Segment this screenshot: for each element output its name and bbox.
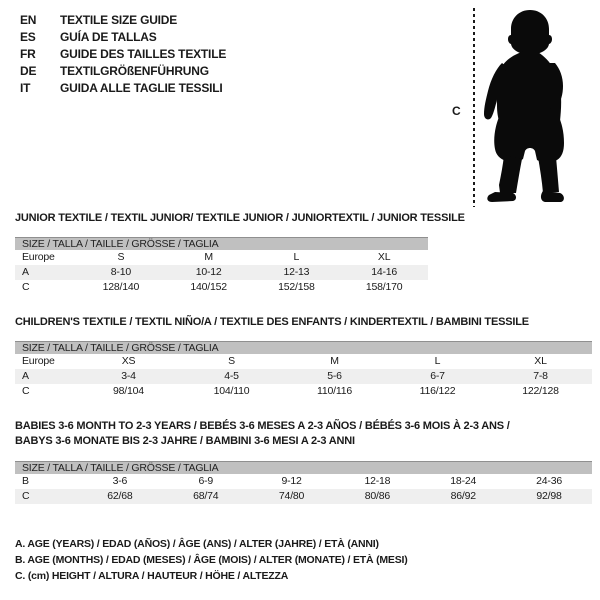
- size-header-bar: SIZE / TALLA / TAILLE / GRÖSSE / TAGLIA: [15, 341, 592, 354]
- size-cell: 3-4: [121, 370, 136, 382]
- lang-row-it: [20, 80, 226, 97]
- row-label: B: [22, 475, 29, 487]
- size-cell: 86/92: [450, 490, 476, 502]
- table-row-age: [15, 265, 428, 280]
- table-row-age: [15, 369, 592, 384]
- size-cell: 62/68: [107, 490, 133, 502]
- section-title-children: CHILDREN'S TEXTILE / TEXTIL NIÑO/A / TEXTILE DES ENFANTS / KINDERTEXTIL / BAMBINI TESSILE: [15, 316, 529, 328]
- baby-silhouette-icon: [483, 5, 595, 207]
- size-cell: 5-6: [327, 370, 342, 382]
- size-header-bar: SIZE / TALLA / TAILLE / GRÖSSE / TAGLIA: [15, 237, 428, 250]
- lang-code: ES: [20, 30, 36, 44]
- babies-size-table: [15, 461, 592, 504]
- size-cell: XL: [534, 355, 547, 367]
- size-cell: XL: [377, 251, 391, 263]
- section-title-babies-line2: BABYS 3-6 MONATE BIS 2-3 JAHRE / BAMBINI 3-6 MESI A 2-3 ANNI: [15, 435, 355, 447]
- size-cell: 122/128: [522, 385, 559, 397]
- table-row-height: [15, 280, 428, 295]
- lang-row-de: [20, 63, 226, 80]
- size-cell: 18-24: [450, 475, 477, 487]
- size-cell: 158/170: [365, 281, 403, 293]
- size-cell: L: [434, 355, 441, 367]
- footnote-b: B. AGE (MONTHS) / EDAD (MESES) / ÂGE (MOIS) / ALTER (MONATE) / ETÀ (MESI): [15, 554, 408, 566]
- size-cell: 24-36: [536, 475, 562, 487]
- table-row-age-months: [15, 474, 592, 489]
- size-cell: 128/140: [102, 281, 140, 293]
- lang-code: DE: [20, 64, 37, 78]
- size-cell: 104/110: [213, 385, 250, 397]
- row-label: A: [22, 266, 29, 278]
- row-label: C: [22, 490, 30, 502]
- footnotes: [15, 536, 408, 584]
- height-measure-dashed-line: [473, 8, 475, 207]
- table-row-europe: [15, 250, 428, 265]
- row-label: C: [22, 385, 30, 397]
- lang-row-en: [20, 12, 226, 29]
- size-cell: M: [330, 355, 339, 367]
- size-cell: M: [204, 251, 213, 263]
- lang-title: GUIDE DES TAILLES TEXTILE: [60, 47, 227, 61]
- size-cell: S: [117, 251, 125, 263]
- lang-title: GUIDA ALLE TAGLIE TESSILI: [60, 81, 223, 95]
- size-cell: 10-12: [195, 266, 222, 278]
- size-cell: 6-9: [198, 475, 214, 487]
- size-cell: 12-13: [283, 266, 310, 278]
- size-cell: 4-5: [224, 370, 239, 382]
- size-cell: 74/80: [278, 490, 305, 502]
- size-cell: 68/74: [193, 490, 219, 502]
- lang-title: TEXTILE SIZE GUIDE: [60, 13, 178, 27]
- lang-code: FR: [20, 47, 36, 61]
- size-cell: 8-10: [110, 266, 131, 278]
- size-cell: 9-12: [281, 475, 302, 487]
- lang-code: EN: [20, 13, 37, 27]
- footnote-c: C. (cm) HEIGHT / ALTURA / HAUTEUR / HÖHE / ALTEZZA: [15, 570, 289, 582]
- size-cell: 92/98: [536, 490, 562, 502]
- row-label: Europe: [22, 355, 55, 367]
- size-cell: 116/122: [419, 385, 456, 397]
- size-cell: 80/86: [364, 490, 391, 502]
- lang-title: GUÍA DE TALLAS: [60, 30, 157, 44]
- lang-row-es: [20, 29, 226, 46]
- language-header: [20, 12, 226, 97]
- lang-code: IT: [20, 81, 31, 95]
- size-cell: 6-7: [430, 370, 445, 382]
- size-cell: 152/158: [278, 281, 315, 293]
- height-measure-label: C: [452, 104, 461, 118]
- size-cell: 7-8: [533, 370, 548, 382]
- size-cell: 14-16: [371, 266, 398, 278]
- section-title-babies: [15, 419, 510, 449]
- section-title-junior: JUNIOR TEXTILE / TEXTIL JUNIOR/ TEXTILE JUNIOR / JUNIORTEXTIL / JUNIOR TESSILE: [15, 212, 465, 224]
- children-size-table: [15, 341, 592, 399]
- size-cell: 98/104: [113, 385, 144, 397]
- size-cell: 110/116: [317, 385, 352, 397]
- size-cell: 140/152: [190, 281, 227, 293]
- table-row-europe: [15, 354, 592, 369]
- table-row-height: [15, 489, 592, 504]
- table-row-height: [15, 384, 592, 399]
- size-cell: 12-18: [364, 475, 391, 487]
- size-cell: 3-6: [112, 475, 128, 487]
- size-cell: L: [293, 251, 300, 263]
- size-cell: S: [228, 355, 235, 367]
- footnote-a: A. AGE (YEARS) / EDAD (AÑOS) / ÂGE (ANS) / ALTER (JAHRE) / ETÀ (ANNI): [15, 538, 379, 550]
- size-header-bar: SIZE / TALLA / TAILLE / GRÖSSE / TAGLIA: [15, 461, 592, 474]
- row-label: C: [22, 281, 30, 293]
- row-label: A: [22, 370, 29, 382]
- lang-title: TEXTILGRÖßENFÜHRUNG: [60, 64, 209, 78]
- junior-size-table: [15, 237, 428, 295]
- section-title-babies-line1: BABIES 3-6 MONTH TO 2-3 YEARS / BEBÉS 3-6 MESES A 2-3 AÑOS / BÉBÉS 3-6 MOIS À 2-3 ANS /: [15, 420, 510, 432]
- size-cell: XS: [121, 355, 136, 367]
- lang-row-fr: [20, 46, 226, 63]
- row-label: Europe: [22, 251, 55, 263]
